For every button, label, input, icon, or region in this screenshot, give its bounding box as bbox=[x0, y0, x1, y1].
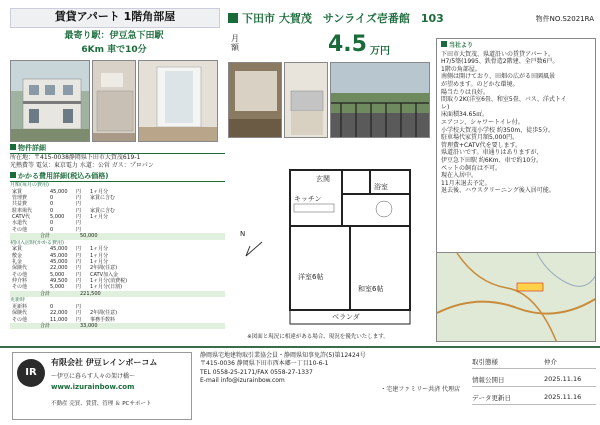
note-line: ペットの飼育は不可。 bbox=[441, 164, 502, 172]
nearest-station: 最寄り駅：伊豆急下田駅 bbox=[64, 31, 164, 41]
note-line: H7/5築(1995、鉄骨造2階建、全戸数6戸。 bbox=[441, 58, 559, 66]
fee-amount: 0 bbox=[50, 303, 54, 310]
fee-section bbox=[10, 172, 225, 344]
property-utilities: 光熱費等 電気：東京電力 水道：公営 ガス：プロパン bbox=[10, 162, 154, 169]
note-line: 床面積34.65㎡。 bbox=[441, 111, 489, 119]
fee-name: 保険代 bbox=[12, 310, 28, 317]
fee-note: 1ヶ月分(消費税) bbox=[90, 278, 128, 285]
room-photo-image bbox=[139, 61, 218, 142]
note-line: エアコン、シャワートイレ付。 bbox=[441, 118, 524, 126]
station-access: 6Km 車で10分 bbox=[81, 45, 147, 55]
section-square-icon bbox=[10, 172, 16, 178]
note-line: 間取り2K(洋室6畳、和室5畳、バス、洋式トイ bbox=[441, 96, 567, 104]
fee-name: 礼金 bbox=[12, 258, 23, 265]
veranda-label: ベランダ bbox=[332, 313, 360, 321]
japanese-room-label: 和室6帖 bbox=[358, 285, 384, 293]
note-line: 11月末退去予定。 bbox=[441, 179, 491, 187]
fee-unit: 円 bbox=[76, 271, 82, 278]
fee-note: 1ヶ月分 bbox=[90, 214, 109, 221]
fee-name: 駐車場代 bbox=[12, 207, 33, 214]
fee-amount: 5,000 bbox=[50, 271, 65, 278]
fee-unit: 円 bbox=[76, 207, 82, 214]
section-square-icon bbox=[441, 41, 447, 47]
fee-amount: 45,000 bbox=[50, 252, 68, 259]
fee-name: その他 bbox=[12, 284, 28, 291]
title-square-icon bbox=[228, 13, 238, 23]
location-map-image bbox=[437, 253, 596, 342]
fee-section-title: かかる費用詳細(税込み価格) bbox=[10, 172, 225, 182]
renewal-total-label: 合計 bbox=[40, 322, 51, 329]
fee-amount: 22,000 bbox=[50, 265, 68, 272]
company-email: E-mail info@izurainbow.com bbox=[200, 377, 285, 385]
fee-note: 2年間(任意) bbox=[90, 310, 118, 317]
fee-note: CATV加入金 bbox=[90, 271, 118, 278]
company-logo-icon: IR bbox=[17, 359, 45, 387]
registered-value: 2025.11.16 bbox=[544, 375, 582, 383]
property-address: 所在地：〒415-0038静岡県下田市大賀茂619-1 bbox=[10, 154, 141, 161]
bath-label: 浴室 bbox=[374, 183, 388, 191]
company-address: 〒415-0036 静岡県下田市西本郷一丁目10-6-1 bbox=[200, 360, 329, 368]
fee-note: 1ヶ月分 bbox=[90, 258, 109, 265]
fee-name: その他 bbox=[12, 316, 28, 323]
fee-name: その他 bbox=[12, 226, 28, 233]
fee-unit: 円 bbox=[76, 214, 82, 221]
kitchen-photo-image bbox=[93, 61, 136, 142]
renewal-total-value: 33,000 bbox=[80, 322, 98, 329]
fee-note: 家賃に含む bbox=[90, 194, 116, 201]
fee-amount: 0 bbox=[50, 220, 54, 227]
trade-mode-value: 仲介 bbox=[544, 358, 557, 366]
interior-photo-2-image bbox=[229, 63, 282, 138]
date-panel bbox=[472, 352, 596, 420]
company-agency: ・宅建ファミリー共済 代理店 bbox=[380, 385, 460, 393]
fee-amount: 49,500 bbox=[50, 278, 68, 285]
renewal-total-row bbox=[10, 323, 225, 329]
initial-total-value: 221,500 bbox=[80, 290, 101, 297]
fee-name: その他 bbox=[12, 271, 28, 278]
fee-unit: 円 bbox=[76, 258, 82, 265]
entrance-label: 玄関 bbox=[316, 175, 330, 183]
fee-amount: 45,000 bbox=[50, 188, 68, 195]
note-line: 陽当たりは良好。 bbox=[441, 88, 490, 96]
fee-amount: 0 bbox=[50, 201, 54, 208]
initial-total-label: 合計 bbox=[40, 290, 51, 297]
fee-unit: 円 bbox=[76, 284, 82, 291]
company-license: 静岡県宅地建物取引業協会員・静岡県知事免許(5)第12424号 bbox=[200, 352, 366, 359]
note-line: 1階の角部屋。 bbox=[441, 65, 481, 73]
location-map bbox=[436, 252, 596, 342]
fee-name: CATV代 bbox=[12, 214, 30, 221]
note-line: 下田市大賀茂、県道沿いの賃貸アパート。 bbox=[441, 50, 554, 58]
initial-fee-table bbox=[10, 246, 225, 291]
fee-unit: 円 bbox=[76, 188, 82, 195]
renewal-fee-title: 更新時 bbox=[10, 297, 26, 304]
monthly-total-row bbox=[10, 233, 225, 239]
fee-note: 家賃に含む bbox=[90, 207, 116, 214]
property-title bbox=[228, 10, 510, 28]
western-room-label: 洋室6帖 bbox=[298, 273, 324, 281]
fee-unit: 円 bbox=[76, 265, 82, 272]
fee-unit: 円 bbox=[76, 278, 82, 285]
fee-amount: 5,000 bbox=[50, 284, 65, 291]
fee-note: 事務手数料 bbox=[90, 316, 116, 323]
fee-unit: 円 bbox=[76, 252, 82, 259]
balcony-photo-image bbox=[331, 63, 430, 138]
fee-note: 1ヶ月分(日割) bbox=[90, 284, 123, 291]
fee-unit: 円 bbox=[76, 303, 82, 310]
rent-block bbox=[228, 34, 418, 64]
company-tagline: ～伊豆に暮らす人々の架け橋～ bbox=[51, 373, 136, 380]
kitchen-sink-photo-image bbox=[285, 63, 328, 138]
fee-amount: 45,000 bbox=[50, 246, 68, 253]
fee-name: 家賃 bbox=[12, 246, 23, 253]
note-line: 駐車場代家賃月額5,000円。 bbox=[441, 134, 519, 142]
fee-amount: 0 bbox=[50, 226, 54, 233]
trade-mode-label: 取引態様 bbox=[472, 358, 498, 366]
fee-amount: 5,000 bbox=[50, 214, 65, 221]
company-card bbox=[12, 352, 192, 420]
notes-body bbox=[441, 51, 591, 195]
updated-label: データ更新日 bbox=[472, 394, 511, 402]
fee-name: 水道代 bbox=[12, 220, 28, 227]
note-line: 伊豆急下田駅 約6Km、車で約10分。 bbox=[441, 156, 543, 164]
balcony-photo bbox=[330, 62, 430, 138]
category-title: 賃貸アパート 1階角部屋 bbox=[10, 8, 220, 28]
note-line: 南側は開けており、田畑の広がる田園風景 bbox=[441, 73, 556, 81]
note-line: が望めます。のどかな環境。 bbox=[441, 80, 519, 88]
rent-label: 月額 bbox=[231, 34, 239, 52]
monthly-fee-title: 月額(毎月の費用) bbox=[10, 182, 49, 188]
fee-amount: 0 bbox=[50, 207, 54, 214]
note-line: 小学校大賀茂小学校 約350m、徒歩5分。 bbox=[441, 126, 555, 134]
fee-name: 更新料 bbox=[12, 303, 28, 310]
building-photo-image bbox=[11, 61, 90, 142]
property-details bbox=[10, 144, 225, 170]
company-url[interactable]: www.izurainbow.com bbox=[51, 383, 135, 391]
fee-unit: 円 bbox=[76, 201, 82, 208]
kitchen-label: キッチン bbox=[294, 195, 322, 203]
updated-row bbox=[472, 390, 596, 405]
fee-amount: 0 bbox=[50, 194, 54, 201]
fee-name: 共益費 bbox=[12, 201, 28, 208]
fee-unit: 円 bbox=[76, 226, 82, 233]
rent-unit: 万円 bbox=[370, 46, 390, 57]
fee-name: 家賃 bbox=[12, 188, 23, 195]
floor-plan-disclaimer: ※図面と現況に相違がある場合、現況を優先いたします。 bbox=[247, 334, 389, 340]
property-details-title: 物件詳細 bbox=[10, 144, 225, 154]
company-name: 有限会社 伊豆レインボーコム bbox=[51, 358, 158, 367]
fee-note: 1ヶ月分 bbox=[90, 246, 109, 253]
notes-title: 当社より bbox=[441, 41, 591, 50]
fee-name: 保険代 bbox=[12, 265, 28, 272]
note-line: 退去後、ハウスクリーニング後入居可能。 bbox=[441, 187, 555, 195]
note-line: レ) bbox=[441, 103, 450, 111]
footer-divider bbox=[0, 346, 600, 348]
updated-value: 2025.11.16 bbox=[544, 393, 582, 401]
kitchen-sink-photo bbox=[284, 62, 328, 138]
fee-name: 仲介料 bbox=[12, 278, 28, 285]
section-square-icon bbox=[10, 144, 16, 150]
fee-unit: 円 bbox=[76, 310, 82, 317]
note-line: 現在入居中。 bbox=[441, 172, 478, 180]
monthly-fee-table bbox=[10, 189, 225, 234]
fee-unit: 円 bbox=[76, 220, 82, 227]
room-photo bbox=[138, 60, 218, 142]
note-line: 管理費+CATV代を要します。 bbox=[441, 141, 522, 149]
property-title-text: 下田市 大賀茂 サンライズ壱番館 103 bbox=[242, 12, 444, 25]
fee-note: 1ヶ月分 bbox=[90, 252, 109, 259]
fee-amount: 45,000 bbox=[50, 258, 68, 265]
registered-label: 情報公開日 bbox=[472, 376, 505, 384]
monthly-total-label: 合計 bbox=[40, 233, 51, 240]
floor-plan bbox=[232, 146, 432, 332]
property-number: 物件NO.S2021RA bbox=[535, 15, 594, 23]
fee-name: 管理費 bbox=[12, 194, 28, 201]
fee-name: 敷金 bbox=[12, 252, 23, 259]
registered-row bbox=[472, 372, 596, 387]
company-phone: TEL 0558-25-2171/FAX 0558-27-1337 bbox=[200, 368, 313, 376]
north-arrow-label: N bbox=[240, 230, 246, 238]
floor-plan-drawing bbox=[232, 146, 432, 332]
fee-note: 1ヶ月分 bbox=[90, 188, 109, 195]
interior-photo-2 bbox=[228, 62, 282, 138]
fee-unit: 円 bbox=[76, 316, 82, 323]
kitchen-photo bbox=[92, 60, 136, 142]
renewal-fee-table bbox=[10, 304, 225, 323]
rent-value: 4.5 bbox=[328, 32, 367, 57]
trade-mode-row bbox=[472, 354, 596, 369]
fee-amount: 11,000 bbox=[50, 316, 68, 323]
fee-unit: 円 bbox=[76, 194, 82, 201]
fee-unit: 円 bbox=[76, 246, 82, 253]
initial-total-row bbox=[10, 291, 225, 297]
note-line: 県道沿いです。車通りはありますが、 bbox=[441, 149, 543, 157]
company-info bbox=[200, 352, 460, 420]
company-services: 不動産 売買、賃貸、管理 ＆ PCサポート bbox=[51, 401, 152, 407]
fee-note: 2年間(任意) bbox=[90, 265, 118, 272]
monthly-total-value: 50,000 bbox=[80, 233, 98, 240]
building-photo bbox=[10, 60, 90, 142]
fee-amount: 22,000 bbox=[50, 310, 68, 317]
initial-fee-title: 初回入居時(かかる費用) bbox=[10, 239, 64, 246]
